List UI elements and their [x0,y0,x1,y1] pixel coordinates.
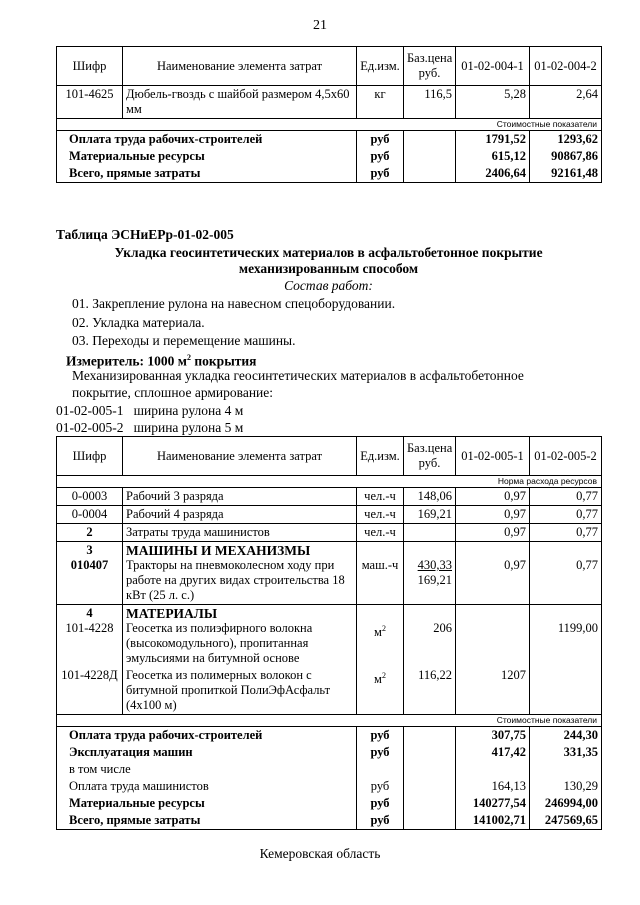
cost-indicators-label-row: Стоимостные показатели [57,715,602,727]
page-footer: Кемеровская область [259,846,381,861]
section-number: 4 [86,606,93,620]
section-title: МАШИНЫ И МЕХАНИЗМЫ [126,543,311,558]
table-title: Таблица ЭСНиЕРр-01-02-005 [56,227,234,242]
col-header-1: 01-02-004-1 [456,47,530,86]
table-resources-005 [56,436,602,830]
summary-row: Эксплуатация машин руб 417,42 331,35 [57,744,602,761]
work-item: 03. Переходы и перемещение машины. [72,333,296,348]
table-row: 2 Затраты труда машинистов чел.-ч 0,97 0,77 [57,524,602,542]
col-header-2: 01-02-004-2 [530,47,602,86]
col-header-unit: Ед.изм. [357,437,404,476]
measure-unit: Измеритель: 1000 $м^2$ покрытия [66,353,257,369]
col-header-base-price: Баз.цена руб. [404,437,456,476]
col-header-base-price: Баз.цена руб. [404,47,456,86]
work-composition-title: Состав работ: [284,278,373,293]
summary-row: Всего, прямые затраты руб 2406,64 92161,48 [57,165,602,183]
summary-row: Оплата труда машинистов руб 164,13 130,29 [57,778,602,795]
table-row: 101-4228Д Геосетка из полимерных волокон с битумной пропиткой ПолиЭфАсфальт (4х100 м) $м^2$ 116,22 1207 [57,667,602,715]
table-row: 101-4625 Дюбель-гвоздь с шайбой размером 4,5х60 мм кг 116,5 5,28 2,64 [57,86,602,119]
page-number: 21 [313,18,327,33]
summary-row: Оплата труда рабочих-строителей руб 307,75 244,30 [57,727,602,745]
table-row: 0-0003 Рабочий 3 разряда чел.-ч 148,06 0,97 0,77 [57,488,602,506]
summary-row: Всего, прямые затраты руб 141002,71 247569,65 [57,812,602,830]
variant-item: 01-02-005-1 ширина рулона 4 м [56,403,244,418]
col-header-1: 01-02-005-1 [456,437,530,476]
col-header-name: Наименование элемента затрат [123,47,357,86]
summary-row: Материальные ресурсы руб 140277,54 246994,00 [57,795,602,812]
work-item: 01. Закрепление рулона на навесном спецоборудовании. [72,296,396,311]
machine-section-row: 3 010407 МАШИНЫ И МЕХАНИЗМЫ Тракторы на пневмоколесном ходу при работе на других видах строительства 18 кВт (25 л. с.) маш.-ч 430,33 169,21 0,97 0,77 [57,542,602,605]
col-header-code: Шифр [57,47,123,86]
table-header-row [57,47,602,86]
col-header-name: Наименование элемента затрат [123,437,357,476]
materials-section-row: 4 101-4228 МАТЕРИАЛЫ Геосетка из полиэфирного волокна (высокомодульного), пропитанная эмульсиями на битумной основе $м^2$ 206 1199,00 [57,605,602,668]
section-number: 3 [86,543,93,557]
section-heading: Укладка геосинтетических материалов в асфальтобетонное покрытие механизированным способом [114,245,543,276]
table-resources-004 [56,46,602,183]
table-header-row [57,437,602,476]
variant-item: 01-02-005-2 ширина рулона 5 м [56,420,244,435]
description: Механизированная укладка геосинтетических материалов в асфальтобетонное покрытие, сплошное армирование: [72,368,524,400]
summary-row: в том числе [57,761,602,778]
work-item: 02. Укладка материала. [72,315,205,330]
norm-label-row: Норма расхода ресурсов [57,476,602,488]
col-header-2: 01-02-005-2 [530,437,602,476]
section-title: МАТЕРИАЛЫ [126,606,218,621]
col-header-code: Шифр [57,437,123,476]
summary-row: Материальные ресурсы руб 615,12 90867,86 [57,148,602,165]
summary-row: Оплата труда рабочих-строителей руб 1791,52 1293,62 [57,131,602,149]
col-header-unit: Ед.изм. [357,47,404,86]
table-row: 0-0004 Рабочий 4 разряда чел.-ч 169,21 0,97 0,77 [57,506,602,524]
cost-indicators-label-row: Стоимостные показатели [57,119,602,131]
